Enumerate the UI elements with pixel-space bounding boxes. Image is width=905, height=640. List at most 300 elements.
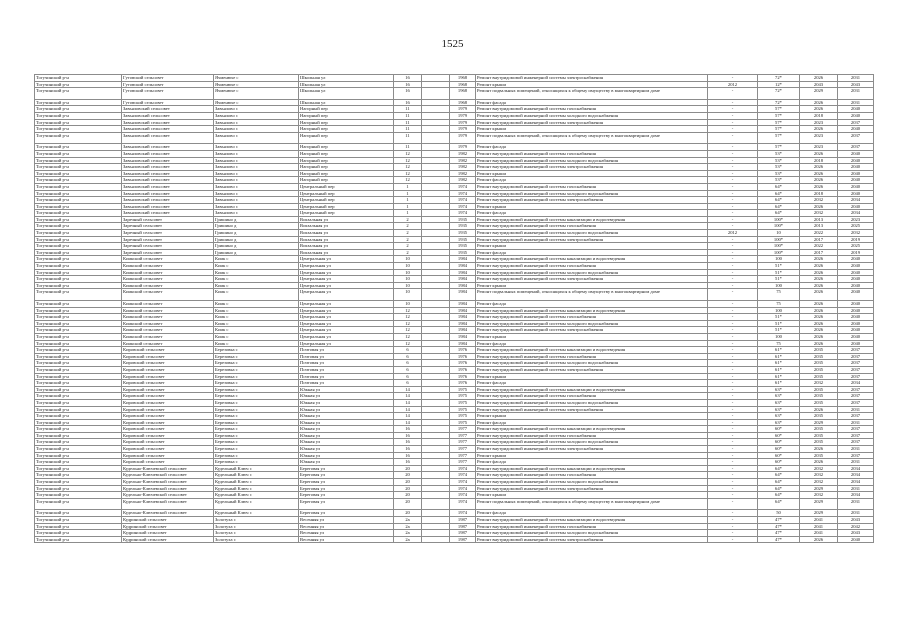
settlement-cell: Завьялово с xyxy=(214,183,299,190)
last-repair-year-cell: - xyxy=(708,530,758,537)
district-cell: Тогучинский р-н xyxy=(35,459,122,466)
plan-end-cell: 2031 xyxy=(838,446,874,453)
work-type-cell: Ремонт крыши xyxy=(476,492,708,499)
plan-start-cell: 2026 xyxy=(800,177,838,184)
district-cell: Тогучинский р-н xyxy=(35,243,122,250)
last-repair-year-cell: - xyxy=(708,164,758,171)
municipality-cell: Кировский сельсовет xyxy=(122,439,214,446)
building-cell xyxy=(422,88,450,100)
municipality-cell: Заречный сельсовет xyxy=(122,243,214,250)
build-year-cell: 1935 xyxy=(450,243,476,250)
table-row xyxy=(35,399,874,406)
table-row xyxy=(35,99,874,106)
settlement-cell: Завьялово с xyxy=(214,132,299,144)
building-cell xyxy=(422,183,450,190)
municipality-cell: Кировский сельсовет xyxy=(122,380,214,387)
table-row xyxy=(35,106,874,113)
wear-cell: 57* xyxy=(758,126,800,133)
plan-end-cell: 2043 xyxy=(838,517,874,524)
wear-cell: 51* xyxy=(758,263,800,270)
plan-end-cell: 2037 xyxy=(838,132,874,144)
plan-start-cell: 2041 xyxy=(800,530,838,537)
build-year-cell: 1984 xyxy=(450,301,476,308)
district-cell: Тогучинский р-н xyxy=(35,75,122,82)
build-year-cell: 1987 xyxy=(450,523,476,530)
building-cell xyxy=(422,276,450,283)
building-cell xyxy=(422,301,450,308)
district-cell: Тогучинский р-н xyxy=(35,373,122,380)
build-year-cell: 1975 xyxy=(450,419,476,426)
plan-start-cell: 2026 xyxy=(800,269,838,276)
municipality-cell: Киикский сельсовет xyxy=(122,289,214,301)
table-row xyxy=(35,432,874,439)
plan-start-cell: 2029 xyxy=(800,485,838,492)
street-cell: Южная ул xyxy=(299,432,394,439)
work-type-cell: Ремонт внутридомовой инженерной системы холодного водоснабжения xyxy=(476,439,708,446)
wear-cell: 60* xyxy=(758,439,800,446)
settlement-cell: Березовка с xyxy=(214,366,299,373)
house-number-cell: 20 xyxy=(394,465,422,472)
wear-cell: 64* xyxy=(758,203,800,210)
last-repair-year-cell: - xyxy=(708,170,758,177)
table-row xyxy=(35,353,874,360)
settlement-cell: Золотуха с xyxy=(214,536,299,543)
build-year-cell: 1974 xyxy=(450,472,476,479)
work-type-cell: Ремонт внутридомовой инженерной системы канализации и водоотведения xyxy=(476,465,708,472)
street-cell: Южная ул xyxy=(299,439,394,446)
district-cell: Тогучинский р-н xyxy=(35,320,122,327)
district-cell: Тогучинский р-н xyxy=(35,492,122,499)
work-type-cell: Ремонт фасада xyxy=(476,177,708,184)
build-year-cell: 1974 xyxy=(450,465,476,472)
building-cell xyxy=(422,190,450,197)
table-row xyxy=(35,314,874,321)
table-row xyxy=(35,81,874,88)
plan-start-cell: 2018 xyxy=(800,112,838,119)
settlement-cell: Березовка с xyxy=(214,426,299,433)
street-cell: Вокзальная ул xyxy=(299,230,394,237)
last-repair-year-cell: - xyxy=(708,498,758,510)
table-row xyxy=(35,380,874,387)
street-cell: Южная ул xyxy=(299,452,394,459)
house-number-cell: 10 xyxy=(394,289,422,301)
house-number-cell: 14 xyxy=(394,413,422,420)
settlement-cell: Березовка с xyxy=(214,399,299,406)
table-row xyxy=(35,373,874,380)
street-cell: Нагорный пер xyxy=(299,126,394,133)
house-number-cell: 20 xyxy=(394,479,422,486)
table-row xyxy=(35,366,874,373)
last-repair-year-cell: - xyxy=(708,177,758,184)
municipality-cell: Кировский сельсовет xyxy=(122,459,214,466)
last-repair-year-cell: - xyxy=(708,327,758,334)
plan-start-cell: 2026 xyxy=(800,340,838,347)
wear-cell: 51* xyxy=(758,269,800,276)
house-number-cell: 2а xyxy=(394,517,422,524)
municipality-cell: Гутовский сельсовет xyxy=(122,81,214,88)
house-number-cell: 11 xyxy=(394,132,422,144)
district-cell: Тогучинский р-н xyxy=(35,333,122,340)
table-row xyxy=(35,249,874,256)
plan-start-cell: 2035 xyxy=(800,452,838,459)
street-cell: Центральный пер xyxy=(299,183,394,190)
plan-end-cell: 2040 xyxy=(838,282,874,289)
work-type-cell: Ремонт внутридомовой инженерной системы электроснабжения xyxy=(476,236,708,243)
build-year-cell: 1968 xyxy=(450,75,476,82)
plan-end-cell: 2040 xyxy=(838,276,874,283)
house-number-cell: 20 xyxy=(394,498,422,510)
work-type-cell: Ремонт подвальных помещений, относящихся к общему имуществу в многоквартирном доме xyxy=(476,289,708,301)
build-year-cell: 1935 xyxy=(450,249,476,256)
street-cell: Центральный пер xyxy=(299,190,394,197)
wear-cell: 64* xyxy=(758,479,800,486)
table-row xyxy=(35,426,874,433)
street-cell: Центральная ул xyxy=(299,301,394,308)
wear-cell: 57* xyxy=(758,144,800,151)
house-number-cell: 14 xyxy=(394,386,422,393)
house-number-cell: 2 xyxy=(394,249,422,256)
wear-cell: 53* xyxy=(758,157,800,164)
table-row xyxy=(35,393,874,400)
street-cell: Почтовая ул xyxy=(299,360,394,367)
plan-start-cell: 2017 xyxy=(800,236,838,243)
wear-cell: 12* xyxy=(758,81,800,88)
plan-start-cell: 2018 xyxy=(800,157,838,164)
building-cell xyxy=(422,510,450,517)
building-cell xyxy=(422,333,450,340)
settlement-cell: Завьялово с xyxy=(214,170,299,177)
last-repair-year-cell: - xyxy=(708,289,758,301)
house-number-cell: 12 xyxy=(394,157,422,164)
table-row xyxy=(35,150,874,157)
work-type-cell: Ремонт внутридомовой инженерной системы газоснабжения xyxy=(476,393,708,400)
building-cell xyxy=(422,236,450,243)
plan-end-cell: 2040 xyxy=(838,314,874,321)
district-cell: Тогучинский р-н xyxy=(35,236,122,243)
last-repair-year-cell: - xyxy=(708,373,758,380)
plan-start-cell: 2026 xyxy=(800,170,838,177)
plan-start-cell: 2041 xyxy=(800,517,838,524)
plan-start-cell: 2026 xyxy=(800,314,838,321)
building-cell xyxy=(422,150,450,157)
street-cell: Почтовая ул xyxy=(299,353,394,360)
house-number-cell: 1 xyxy=(394,203,422,210)
settlement-cell: Киик с xyxy=(214,269,299,276)
wear-cell: 60* xyxy=(758,426,800,433)
wear-cell: 100* xyxy=(758,216,800,223)
municipality-cell: Заречный сельсовет xyxy=(122,230,214,237)
municipality-cell: Завьяловский сельсовет xyxy=(122,126,214,133)
municipality-cell: Завьяловский сельсовет xyxy=(122,106,214,113)
table-row xyxy=(35,170,874,177)
house-number-cell: 12 xyxy=(394,164,422,171)
municipality-cell: Кировский сельсовет xyxy=(122,432,214,439)
settlement-cell: Киик с xyxy=(214,289,299,301)
municipality-cell: Кировский сельсовет xyxy=(122,366,214,373)
municipality-cell: Завьяловский сельсовет xyxy=(122,183,214,190)
build-year-cell: 1976 xyxy=(450,353,476,360)
plan-end-cell: 2037 xyxy=(838,347,874,354)
municipality-cell: Кировский сельсовет xyxy=(122,452,214,459)
district-cell: Тогучинский р-н xyxy=(35,223,122,230)
municipality-cell: Завьяловский сельсовет xyxy=(122,170,214,177)
municipality-cell: Завьяловский сельсовет xyxy=(122,197,214,204)
plan-end-cell: 2025 xyxy=(838,223,874,230)
house-number-cell: 11 xyxy=(394,119,422,126)
house-number-cell: 12 xyxy=(394,170,422,177)
build-year-cell: 1974 xyxy=(450,510,476,517)
wear-cell: 57* xyxy=(758,106,800,113)
plan-start-cell: 2032 xyxy=(800,210,838,217)
building-cell xyxy=(422,452,450,459)
table-row xyxy=(35,88,874,100)
building-cell xyxy=(422,340,450,347)
plan-end-cell: 2034 xyxy=(838,492,874,499)
table-row xyxy=(35,289,874,301)
building-cell xyxy=(422,465,450,472)
wear-cell: 64* xyxy=(758,485,800,492)
settlement-cell: Березовка с xyxy=(214,386,299,393)
plan-start-cell: 2029 xyxy=(800,510,838,517)
build-year-cell: 1984 xyxy=(450,307,476,314)
municipality-cell: Завьяловский сельсовет xyxy=(122,210,214,217)
building-cell xyxy=(422,203,450,210)
municipality-cell: Киикский сельсовет xyxy=(122,320,214,327)
house-number-cell: 10 xyxy=(394,269,422,276)
building-cell xyxy=(422,144,450,151)
plan-end-cell: 2037 xyxy=(838,366,874,373)
wear-cell: 53* xyxy=(758,170,800,177)
district-cell: Тогучинский р-н xyxy=(35,485,122,492)
table-row xyxy=(35,203,874,210)
municipality-cell: Кудельно-Ключевской сельсовет xyxy=(122,498,214,510)
plan-start-cell: 2035 xyxy=(800,347,838,354)
settlement-cell: Завьялово с xyxy=(214,150,299,157)
plan-start-cell: 2026 xyxy=(800,282,838,289)
work-type-cell: Ремонт внутридомовой инженерной системы газоснабжения xyxy=(476,432,708,439)
plan-start-cell: 2026 xyxy=(800,446,838,453)
street-cell: Нагорный пер xyxy=(299,119,394,126)
settlement-cell: Березовка с xyxy=(214,380,299,387)
district-cell: Тогучинский р-н xyxy=(35,269,122,276)
last-repair-year-cell: - xyxy=(708,210,758,217)
last-repair-year-cell: - xyxy=(708,243,758,250)
wear-cell: 100 xyxy=(758,256,800,263)
plan-end-cell: 2040 xyxy=(838,164,874,171)
house-number-cell: 1 xyxy=(394,183,422,190)
house-number-cell: 11 xyxy=(394,106,422,113)
last-repair-year-cell: - xyxy=(708,517,758,524)
street-cell: Нагорный пер xyxy=(299,177,394,184)
street-cell: Почтовая ул xyxy=(299,380,394,387)
build-year-cell: 1984 xyxy=(450,340,476,347)
building-cell xyxy=(422,112,450,119)
settlement-cell: Завьялово с xyxy=(214,157,299,164)
wear-cell: 72* xyxy=(758,99,800,106)
street-cell: Южная ул xyxy=(299,393,394,400)
work-type-cell: Ремонт крыши xyxy=(476,81,708,88)
work-type-cell: Ремонт крыши xyxy=(476,333,708,340)
work-type-cell: Ремонт внутридомовой инженерной системы электроснабжения xyxy=(476,119,708,126)
building-cell xyxy=(422,386,450,393)
settlement-cell: Киик с xyxy=(214,340,299,347)
settlement-cell: Киик с xyxy=(214,320,299,327)
house-number-cell: 2 xyxy=(394,216,422,223)
work-type-cell: Ремонт фасада xyxy=(476,459,708,466)
wear-cell: 63* xyxy=(758,406,800,413)
municipality-cell: Кудринский сельсовет xyxy=(122,530,214,537)
house-number-cell: 16 xyxy=(394,88,422,100)
building-cell xyxy=(422,263,450,270)
building-cell xyxy=(422,269,450,276)
house-number-cell: 6 xyxy=(394,373,422,380)
plan-start-cell: 2026 xyxy=(800,75,838,82)
wear-cell: 75 xyxy=(758,301,800,308)
street-cell: Весенняя ул xyxy=(299,523,394,530)
work-type-cell: Ремонт внутридомовой инженерной системы холодного водоснабжения xyxy=(476,190,708,197)
plan-end-cell: 2037 xyxy=(838,360,874,367)
work-type-cell: Ремонт крыши xyxy=(476,170,708,177)
building-cell xyxy=(422,485,450,492)
plan-start-cell: 2026 xyxy=(800,327,838,334)
building-cell xyxy=(422,216,450,223)
build-year-cell: 1974 xyxy=(450,492,476,499)
wear-cell: 61* xyxy=(758,347,800,354)
plan-start-cell: 2026 xyxy=(800,183,838,190)
table-row xyxy=(35,419,874,426)
building-cell xyxy=(422,75,450,82)
municipality-cell: Кудринский сельсовет xyxy=(122,517,214,524)
building-cell xyxy=(422,492,450,499)
last-repair-year-cell: - xyxy=(708,282,758,289)
last-repair-year-cell: - xyxy=(708,183,758,190)
table-row xyxy=(35,320,874,327)
municipality-cell: Кировский сельсовет xyxy=(122,386,214,393)
build-year-cell: 1984 xyxy=(450,263,476,270)
municipality-cell: Гутовский сельсовет xyxy=(122,75,214,82)
municipality-cell: Завьяловский сельсовет xyxy=(122,203,214,210)
plan-start-cell: 2026 xyxy=(800,203,838,210)
wear-cell: 51* xyxy=(758,276,800,283)
last-repair-year-cell: - xyxy=(708,399,758,406)
last-repair-year-cell: - xyxy=(708,366,758,373)
wear-cell: 51* xyxy=(758,320,800,327)
last-repair-year-cell: - xyxy=(708,301,758,308)
house-number-cell: 2 xyxy=(394,230,422,237)
build-year-cell: 1977 xyxy=(450,432,476,439)
settlement-cell: Кудельный Ключ с xyxy=(214,485,299,492)
building-cell xyxy=(422,459,450,466)
plan-start-cell: 2026 xyxy=(800,126,838,133)
plan-end-cell: 2037 xyxy=(838,399,874,406)
street-cell: Центральная ул xyxy=(299,340,394,347)
build-year-cell: 1968 xyxy=(450,81,476,88)
district-cell: Тогучинский р-н xyxy=(35,249,122,256)
table-row xyxy=(35,530,874,537)
build-year-cell: 1975 xyxy=(450,393,476,400)
plan-start-cell: 2035 xyxy=(800,393,838,400)
plan-start-cell: 2035 xyxy=(800,426,838,433)
wear-cell: 63* xyxy=(758,393,800,400)
street-cell: Центральная ул xyxy=(299,333,394,340)
building-cell xyxy=(422,399,450,406)
street-cell: Нагорный пер xyxy=(299,170,394,177)
table-row xyxy=(35,223,874,230)
street-cell: Береговая ул xyxy=(299,510,394,517)
table-row xyxy=(35,452,874,459)
last-repair-year-cell: - xyxy=(708,523,758,530)
work-type-cell: Ремонт внутридомовой инженерной системы электроснабжения xyxy=(476,276,708,283)
district-cell: Тогучинский р-н xyxy=(35,106,122,113)
build-year-cell: 1976 xyxy=(450,380,476,387)
wear-cell: 100* xyxy=(758,236,800,243)
work-type-cell: Ремонт внутридомовой инженерной системы электроснабжения xyxy=(476,406,708,413)
street-cell: Почтовая ул xyxy=(299,347,394,354)
work-type-cell: Ремонт фасада xyxy=(476,380,708,387)
house-number-cell: 12 xyxy=(394,327,422,334)
build-year-cell: 1987 xyxy=(450,530,476,537)
work-type-cell: Ремонт крыши xyxy=(476,243,708,250)
build-year-cell: 1987 xyxy=(450,517,476,524)
municipality-cell: Кировский сельсовет xyxy=(122,446,214,453)
plan-start-cell: 2022 xyxy=(800,243,838,250)
table-row xyxy=(35,132,874,144)
wear-cell: 100 xyxy=(758,333,800,340)
plan-end-cell: 2040 xyxy=(838,106,874,113)
build-year-cell: 1976 xyxy=(450,360,476,367)
district-cell: Тогучинский р-н xyxy=(35,432,122,439)
district-cell: Тогучинский р-н xyxy=(35,340,122,347)
settlement-cell: Ячменюхе с xyxy=(214,99,299,106)
building-cell xyxy=(422,99,450,106)
street-cell: Центральная ул xyxy=(299,282,394,289)
settlement-cell: Завьялово с xyxy=(214,190,299,197)
street-cell: Береговая ул xyxy=(299,479,394,486)
district-cell: Тогучинский р-н xyxy=(35,263,122,270)
last-repair-year-cell: - xyxy=(708,340,758,347)
build-year-cell: 1976 xyxy=(450,373,476,380)
house-number-cell: 1 xyxy=(394,210,422,217)
settlement-cell: Киик с xyxy=(214,256,299,263)
district-cell: Тогучинский р-н xyxy=(35,144,122,151)
wear-cell: 100* xyxy=(758,223,800,230)
plan-start-cell: 2035 xyxy=(800,360,838,367)
build-year-cell: 1979 xyxy=(450,119,476,126)
plan-end-cell: 2034 xyxy=(838,197,874,204)
district-cell: Тогучинский р-н xyxy=(35,150,122,157)
last-repair-year-cell: - xyxy=(708,88,758,100)
house-number-cell: 10 xyxy=(394,263,422,270)
district-cell: Тогучинский р-н xyxy=(35,380,122,387)
street-cell: Школьная ул xyxy=(299,81,394,88)
district-cell: Тогучинский р-н xyxy=(35,230,122,237)
district-cell: Тогучинский р-н xyxy=(35,301,122,308)
plan-end-cell: 2031 xyxy=(838,459,874,466)
build-year-cell: 1979 xyxy=(450,112,476,119)
settlement-cell: Березовка с xyxy=(214,393,299,400)
work-type-cell: Ремонт внутридомовой инженерной системы электроснабжения xyxy=(476,366,708,373)
table-row xyxy=(35,236,874,243)
house-number-cell: 16 xyxy=(394,452,422,459)
building-cell xyxy=(422,177,450,184)
settlement-cell: Киик с xyxy=(214,333,299,340)
street-cell: Центральная ул xyxy=(299,314,394,321)
last-repair-year-cell: - xyxy=(708,197,758,204)
settlement-cell: Завьялово с xyxy=(214,119,299,126)
settlement-cell: Березовка с xyxy=(214,452,299,459)
table-row xyxy=(35,243,874,250)
district-cell: Тогучинский р-н xyxy=(35,210,122,217)
